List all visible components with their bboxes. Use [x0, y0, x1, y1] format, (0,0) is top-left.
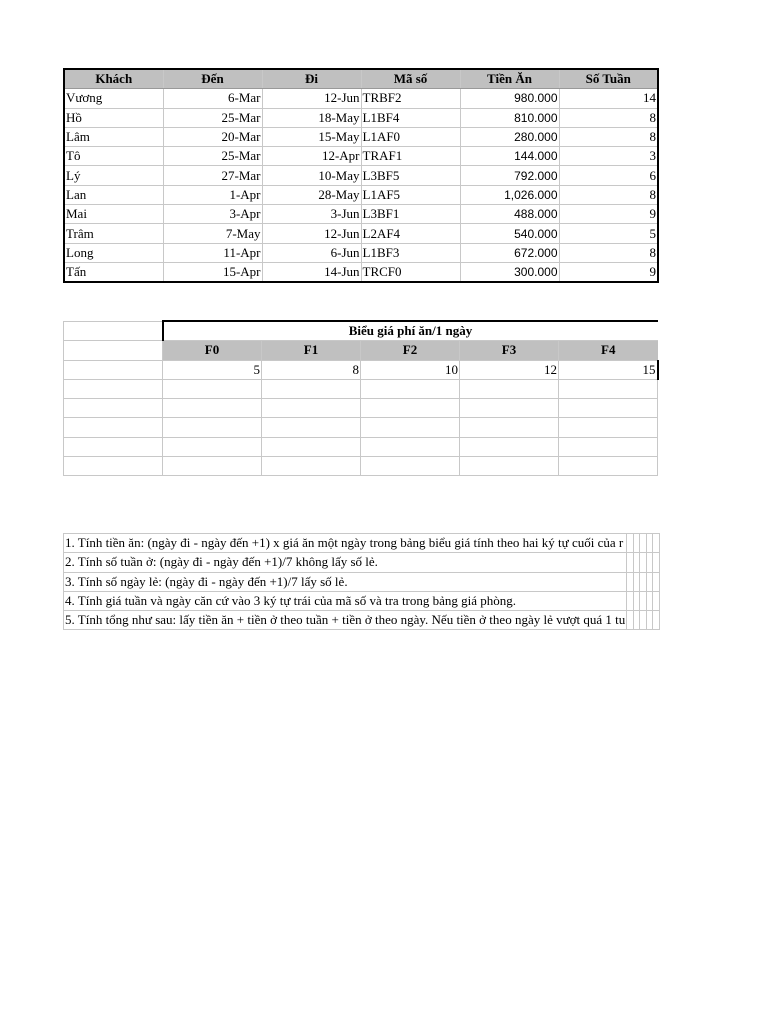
- price-header-f3[interactable]: F3: [460, 341, 559, 360]
- empty-cell[interactable]: [460, 457, 559, 476]
- empty-cell[interactable]: [262, 379, 361, 398]
- header-so-tuan[interactable]: Số Tuần: [559, 69, 658, 89]
- cell-ma-so[interactable]: L1AF5: [361, 185, 460, 204]
- header-tien-an[interactable]: Tiền Ăn: [460, 69, 559, 89]
- empty-cell[interactable]: [361, 379, 460, 398]
- cell-so-tuan[interactable]: 8: [559, 108, 658, 127]
- empty-cell[interactable]: [460, 379, 559, 398]
- cell-di[interactable]: 12-Jun: [262, 89, 361, 108]
- price-value-f0[interactable]: 5: [163, 360, 262, 379]
- cell-so-tuan[interactable]: 5: [559, 224, 658, 243]
- empty-cell[interactable]: [460, 437, 559, 456]
- empty-cell[interactable]: [559, 457, 658, 476]
- price-header-f4[interactable]: F4: [559, 341, 658, 360]
- note-row: [64, 534, 660, 553]
- empty-cell[interactable]: [163, 457, 262, 476]
- note-text[interactable]: 5. Tính tổng như sau: lấy tiền ăn + tiền ở theo tuần + tiền ở theo ngày. Nếu tiền ở theo ngày lẻ vượt quá 1 tu: [64, 611, 627, 630]
- cell-ma-so[interactable]: TRAF1: [361, 147, 460, 166]
- empty-cell[interactable]: [262, 418, 361, 437]
- note-row: [64, 553, 660, 572]
- cell-so-tuan[interactable]: 9: [559, 262, 658, 282]
- cell-di[interactable]: 14-Jun: [262, 262, 361, 282]
- empty-cell[interactable]: [653, 534, 660, 553]
- price-header-f1[interactable]: F1: [262, 341, 361, 360]
- cell-den[interactable]: 6-Mar: [163, 89, 262, 108]
- empty-cell[interactable]: [460, 399, 559, 418]
- cell-di[interactable]: 10-May: [262, 166, 361, 185]
- cell-di[interactable]: 12-Jun: [262, 224, 361, 243]
- cell-den[interactable]: 25-Mar: [163, 147, 262, 166]
- cell-den[interactable]: 11-Apr: [163, 243, 262, 262]
- cell-ma-so[interactable]: L1BF3: [361, 243, 460, 262]
- cell-khach[interactable]: Mai: [64, 205, 163, 224]
- cell-ma-so[interactable]: L1AF0: [361, 127, 460, 146]
- cell-den[interactable]: 15-Apr: [163, 262, 262, 282]
- price-value-f2[interactable]: 10: [361, 360, 460, 379]
- empty-cell[interactable]: [653, 572, 660, 591]
- cell-so-tuan[interactable]: 6: [559, 166, 658, 185]
- cell-khach[interactable]: Lan: [64, 185, 163, 204]
- customer-table-area: [63, 68, 660, 283]
- cell-tien-an[interactable]: 792.000: [460, 166, 559, 185]
- note-text[interactable]: 3. Tính số ngày lẻ: (ngày đi - ngày đến +1)/7 lấy số lẻ.: [64, 572, 627, 591]
- cell-di[interactable]: 15-May: [262, 127, 361, 146]
- price-table-area: [63, 320, 660, 476]
- empty-cell[interactable]: [64, 399, 163, 418]
- cell-di[interactable]: 28-May: [262, 185, 361, 204]
- empty-cell[interactable]: [559, 437, 658, 456]
- cell-so-tuan[interactable]: 3: [559, 147, 658, 166]
- table-row: [64, 185, 658, 204]
- empty-cell[interactable]: [64, 437, 163, 456]
- empty-cell[interactable]: [64, 341, 163, 360]
- cell-so-tuan[interactable]: 8: [559, 127, 658, 146]
- cell-khach[interactable]: Long: [64, 243, 163, 262]
- empty-cell[interactable]: [64, 418, 163, 437]
- note-row: [64, 591, 660, 610]
- table-row: [64, 108, 658, 127]
- header-di[interactable]: Đi: [262, 69, 361, 89]
- price-value-f4[interactable]: 15: [559, 360, 658, 379]
- empty-cell[interactable]: [163, 379, 262, 398]
- empty-cell[interactable]: [653, 553, 660, 572]
- cell-di[interactable]: 12-Apr: [262, 147, 361, 166]
- price-value-f1[interactable]: 8: [262, 360, 361, 379]
- header-den[interactable]: Đến: [163, 69, 262, 89]
- cell-so-tuan[interactable]: 14: [559, 89, 658, 108]
- empty-cell[interactable]: [64, 321, 163, 341]
- empty-cell[interactable]: [163, 437, 262, 456]
- note-text[interactable]: 2. Tính số tuần ở: (ngày đi - ngày đến +1)/7 không lấy số lẻ.: [64, 553, 627, 572]
- table-row: [64, 127, 658, 146]
- cell-khach[interactable]: Lý: [64, 166, 163, 185]
- empty-cell[interactable]: [361, 418, 460, 437]
- header-ma-so[interactable]: Mã số: [361, 69, 460, 89]
- cell-so-tuan[interactable]: 8: [559, 185, 658, 204]
- table-row: [64, 166, 658, 185]
- cell-khach[interactable]: Vương: [64, 89, 163, 108]
- cell-den[interactable]: 3-Apr: [163, 205, 262, 224]
- cell-so-tuan[interactable]: 8: [559, 243, 658, 262]
- empty-cell[interactable]: [262, 457, 361, 476]
- cell-den[interactable]: 27-Mar: [163, 166, 262, 185]
- note-text[interactable]: 4. Tính giá tuần và ngày căn cứ vào 3 ký tự trái của mã số và tra trong bảng giá phòng.: [64, 591, 627, 610]
- cell-ma-so[interactable]: L3BF5: [361, 166, 460, 185]
- empty-cell[interactable]: [64, 379, 163, 398]
- table-row: [64, 224, 658, 243]
- cell-ma-so[interactable]: TRCF0: [361, 262, 460, 282]
- note-row: [64, 572, 660, 591]
- cell-di[interactable]: 3-Jun: [262, 205, 361, 224]
- header-khach[interactable]: Khách: [64, 69, 163, 89]
- empty-cell[interactable]: [559, 418, 658, 437]
- empty-cell[interactable]: [163, 399, 262, 418]
- cell-ma-so[interactable]: L2AF4: [361, 224, 460, 243]
- empty-cell[interactable]: [361, 437, 460, 456]
- price-table-title[interactable]: Biểu giá phí ăn/1 ngày: [163, 321, 658, 341]
- price-value-f3[interactable]: 12: [460, 360, 559, 379]
- cell-khach[interactable]: Hồ: [64, 108, 163, 127]
- table-row: [64, 262, 658, 282]
- cell-tien-an[interactable]: 1,026.000: [460, 185, 559, 204]
- cell-tien-an[interactable]: 980.000: [460, 89, 559, 108]
- empty-cell[interactable]: [559, 399, 658, 418]
- cell-ma-so[interactable]: TRBF2: [361, 89, 460, 108]
- empty-cell[interactable]: [653, 591, 660, 610]
- empty-cell[interactable]: [559, 379, 658, 398]
- price-table: [63, 320, 659, 476]
- cell-khach[interactable]: Tấn: [64, 262, 163, 282]
- empty-cell[interactable]: [262, 437, 361, 456]
- empty-cell[interactable]: [361, 399, 460, 418]
- empty-cell[interactable]: [64, 360, 163, 379]
- empty-cell[interactable]: [460, 418, 559, 437]
- cell-den[interactable]: 25-Mar: [163, 108, 262, 127]
- cell-di[interactable]: 18-May: [262, 108, 361, 127]
- notes-area: [63, 533, 660, 630]
- cell-tien-an[interactable]: 280.000: [460, 127, 559, 146]
- notes-table: [63, 533, 660, 630]
- empty-cell[interactable]: [361, 457, 460, 476]
- table-row: [64, 205, 658, 224]
- cell-den[interactable]: 20-Mar: [163, 127, 262, 146]
- cell-khach[interactable]: Lâm: [64, 127, 163, 146]
- table-row: [64, 147, 658, 166]
- empty-cell[interactable]: [653, 611, 660, 630]
- cell-tien-an[interactable]: 488.000: [460, 205, 559, 224]
- cell-khach[interactable]: Trâm: [64, 224, 163, 243]
- cell-di[interactable]: 6-Jun: [262, 243, 361, 262]
- price-header-f2[interactable]: F2: [361, 341, 460, 360]
- cell-tien-an[interactable]: 300.000: [460, 262, 559, 282]
- empty-cell[interactable]: [163, 418, 262, 437]
- table-row: [64, 89, 658, 108]
- cell-ma-so[interactable]: L3BF1: [361, 205, 460, 224]
- note-row: [64, 611, 660, 630]
- cell-so-tuan[interactable]: 9: [559, 205, 658, 224]
- cell-tien-an[interactable]: 810.000: [460, 108, 559, 127]
- price-header-f0[interactable]: F0: [163, 341, 262, 360]
- cell-den[interactable]: 7-May: [163, 224, 262, 243]
- cell-tien-an[interactable]: 144.000: [460, 147, 559, 166]
- cell-ma-so[interactable]: L1BF4: [361, 108, 460, 127]
- note-text[interactable]: 1. Tính tiền ăn: (ngày đi - ngày đến +1) x giá ăn một ngày trong bảng biểu giá tính theo hai ký tự cuối của r: [64, 534, 627, 553]
- customer-table: [63, 68, 659, 283]
- empty-cell[interactable]: [262, 399, 361, 418]
- cell-tien-an[interactable]: 672.000: [460, 243, 559, 262]
- table-row: [64, 243, 658, 262]
- cell-den[interactable]: 1-Apr: [163, 185, 262, 204]
- empty-cell[interactable]: [64, 457, 163, 476]
- cell-khach[interactable]: Tô: [64, 147, 163, 166]
- cell-tien-an[interactable]: 540.000: [460, 224, 559, 243]
